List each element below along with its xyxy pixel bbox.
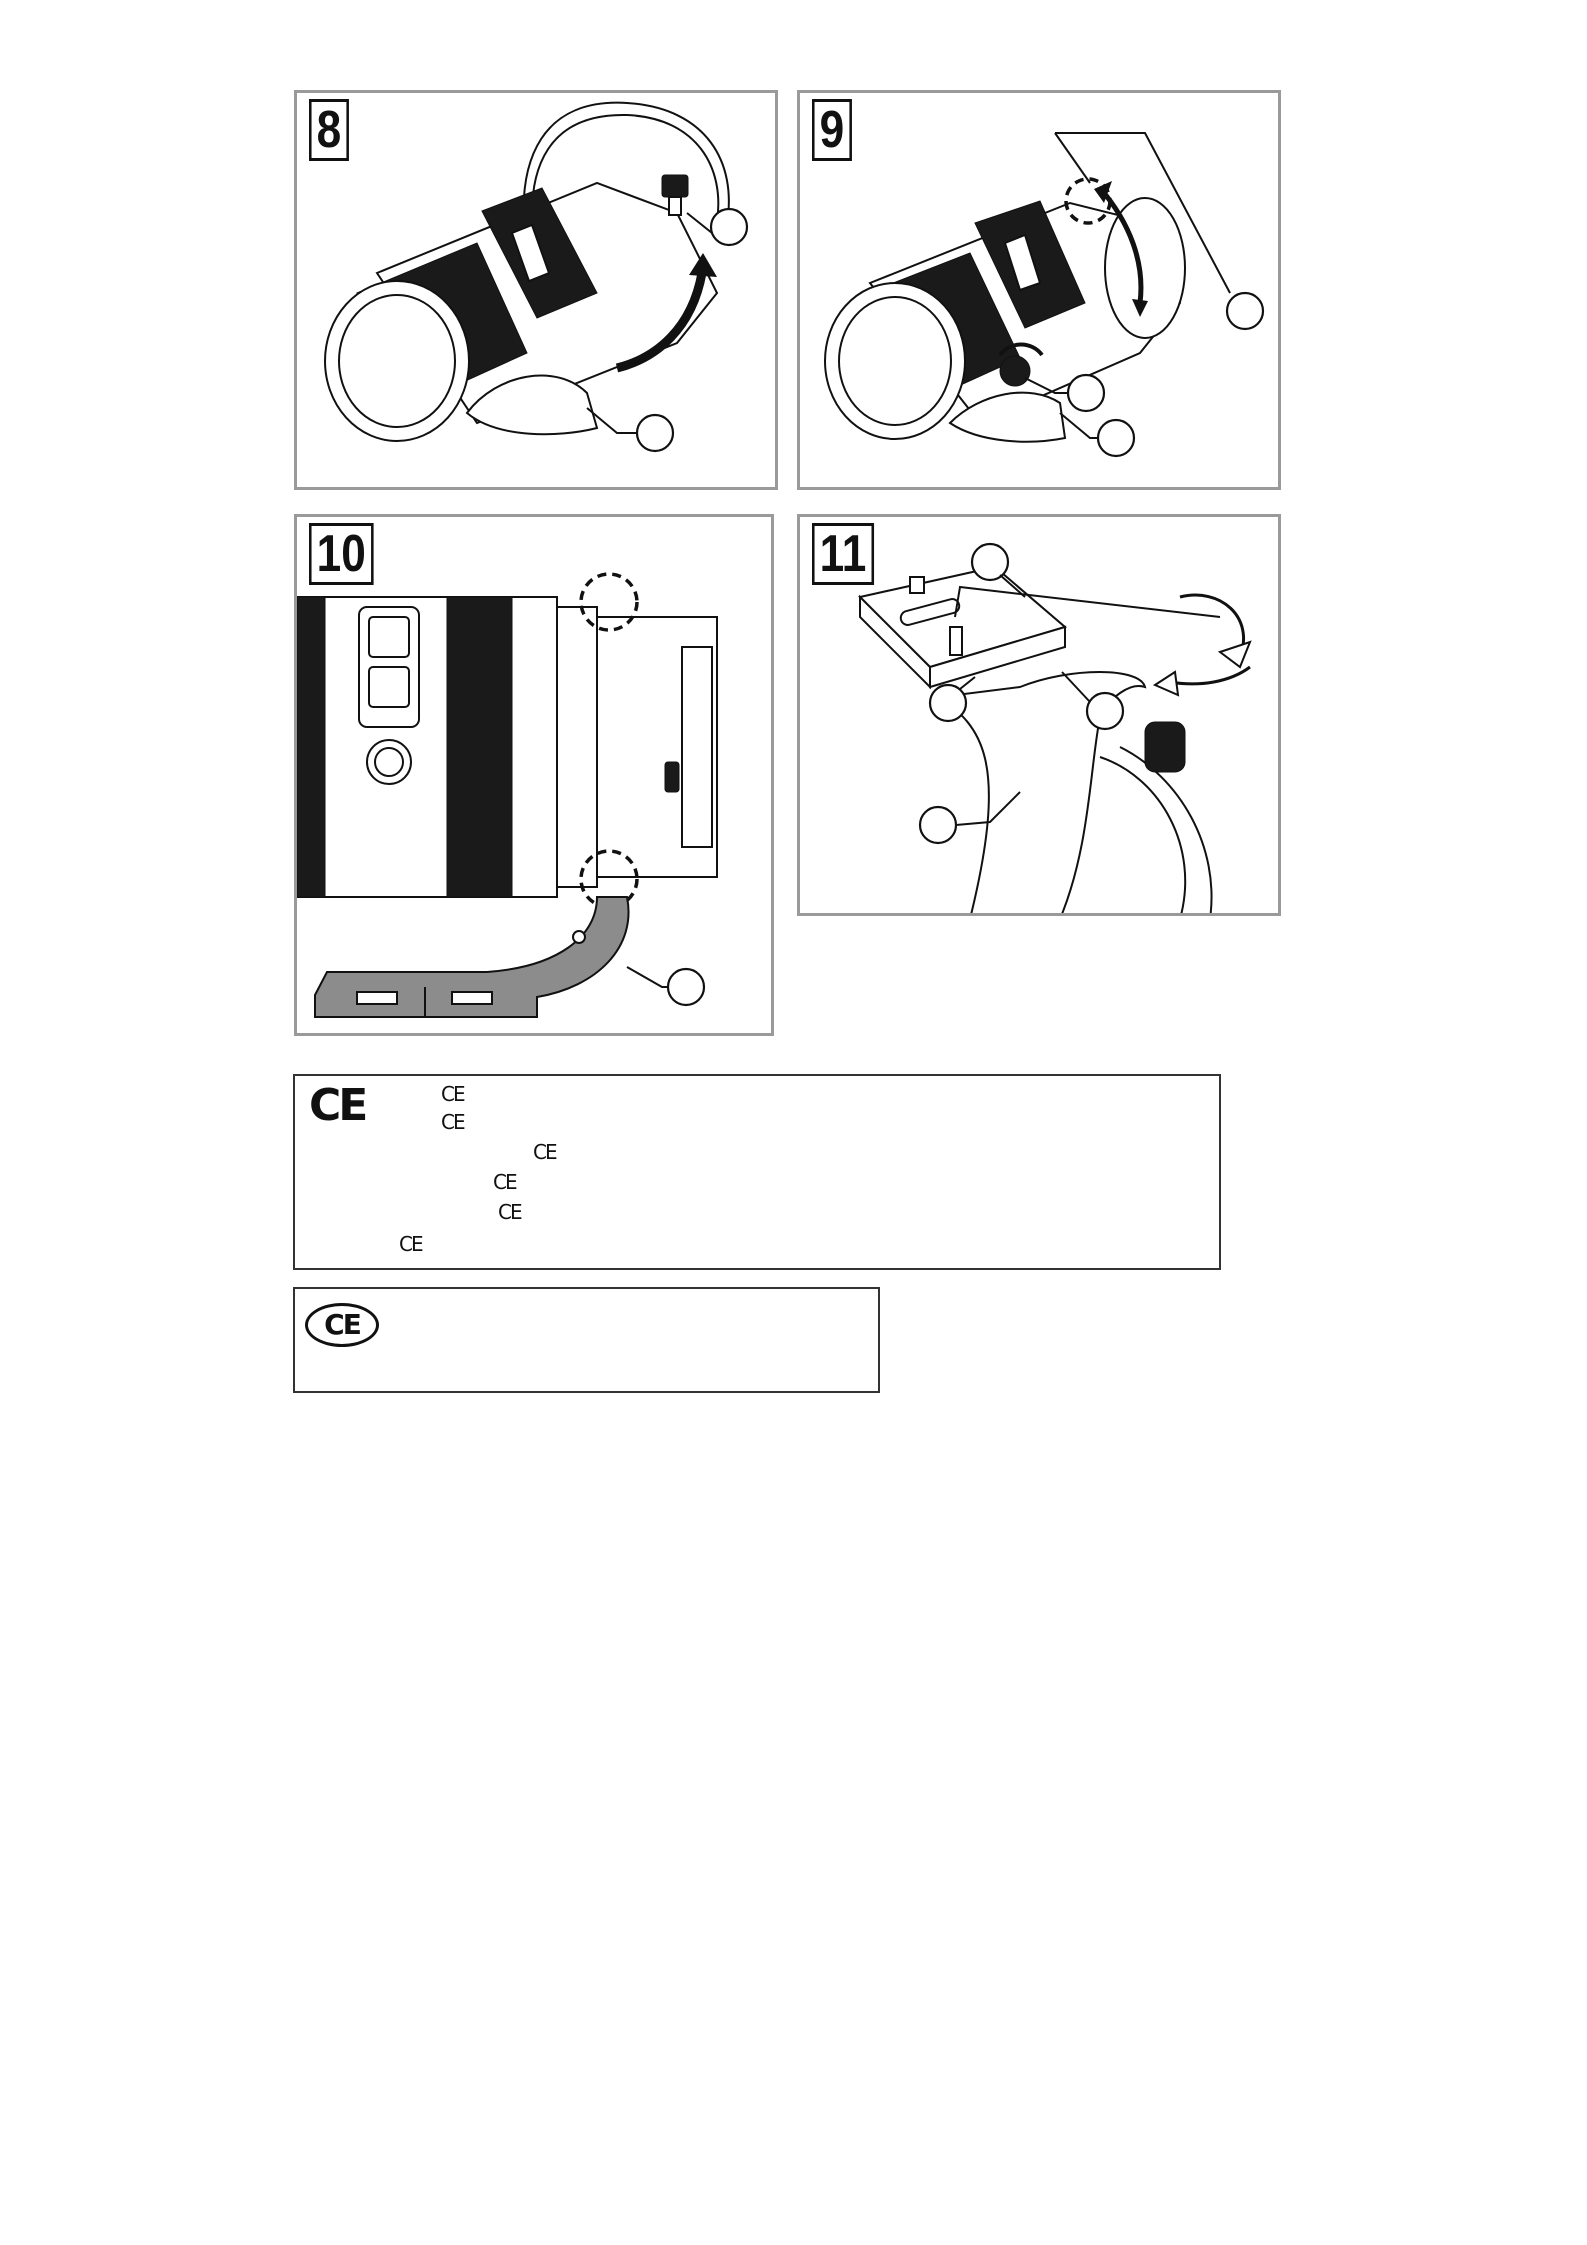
figure-11-panel [797,514,1281,916]
tripod-knob-icon [662,175,688,197]
ce-marks-box [293,1074,1221,1270]
callout-circle [668,969,704,1005]
ce-mark-large: CE [309,1080,366,1131]
lens-front-element [825,283,965,439]
callout-circle [1227,293,1263,329]
callout-circle [711,209,747,245]
callout-circle [930,685,966,721]
step-number: 8 [309,99,349,161]
ce-mark-small: CE [399,1232,422,1256]
callout-circle [1098,420,1134,456]
callout-circle [1068,375,1104,411]
ce-mark-small: CE [498,1200,521,1224]
ce-mark-small: CE [533,1140,556,1164]
knob-icon [1000,356,1030,386]
ce-mark-small: CE [441,1110,464,1134]
figure-9-illustration [800,93,1281,490]
figure-9-panel [797,90,1281,490]
step-number: 9 [812,99,852,161]
callout-circle [972,544,1008,580]
figure-10-panel [294,514,774,1036]
callout-circle [637,415,673,451]
figure-8-illustration [297,93,778,490]
ce-mark-small: CE [493,1170,516,1194]
ce-circled-text: CE [324,1308,360,1341]
figure-8-panel [294,90,778,490]
ce-mark-small: CE [441,1082,464,1106]
step-number: 10 [309,523,373,585]
figure-10-illustration [297,517,774,1036]
ce-circled-box [293,1287,880,1393]
callout-circle [920,807,956,843]
lens-front-element [325,281,469,441]
ce-circled-mark [305,1303,379,1347]
step-number: 11 [812,523,874,585]
callout-circle [1087,693,1123,729]
